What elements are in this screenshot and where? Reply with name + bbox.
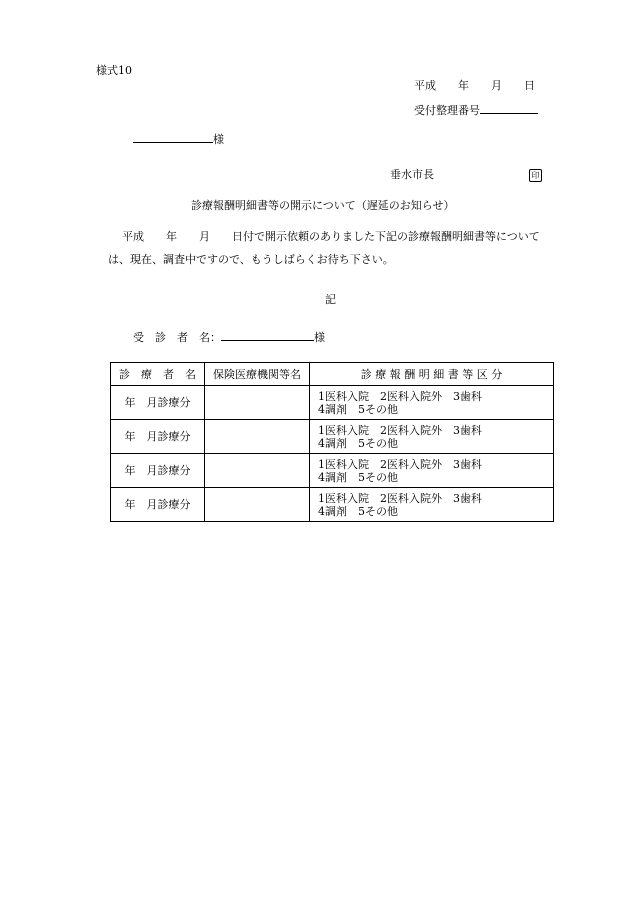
reception-number-blank (480, 102, 538, 114)
period-cell: 年 月診療分 (111, 420, 205, 454)
patient-label: 受 診 者 名： (133, 331, 221, 344)
institution-cell (205, 488, 310, 522)
category-cell (310, 386, 554, 420)
seal-icon: 印 (529, 169, 542, 182)
category-line-1: 1医科入院 2医科入院外 3歯科 (318, 423, 482, 437)
date-line: 平成 年 月 日 (414, 79, 535, 92)
header-practitioner: 診 療 者 名 (111, 363, 205, 386)
sender-name: 垂水市長 (390, 168, 434, 181)
institution-cell (205, 420, 310, 454)
patient-name-blank (221, 329, 314, 341)
category-cell (310, 454, 554, 488)
category-line-1: 1医科入院 2医科入院外 3歯科 (318, 389, 482, 403)
seal-mark (529, 168, 542, 182)
institution-cell (205, 454, 310, 488)
category-line-2: 4調剤 5その他 (318, 470, 398, 484)
form-number: 様式10 (96, 64, 132, 77)
table-row (111, 488, 554, 522)
header-category: 診 療 報 酬 明 細 書 等 区 分 (310, 363, 554, 386)
reception-number (414, 102, 538, 118)
category-cell (310, 488, 554, 522)
period-cell: 年 月診療分 (111, 386, 205, 420)
addressee-blank (133, 131, 213, 143)
addressee-suffix: 様 (213, 133, 224, 146)
table-row (111, 386, 554, 420)
category-line-2: 4調剤 5その他 (318, 436, 398, 450)
table-row (111, 454, 554, 488)
patient-suffix: 様 (314, 331, 325, 344)
body-line-1: 平成 年 月 日付で開示依頼のありました下記の診療報酬明細書等について (122, 230, 540, 243)
category-line-2: 4調剤 5その他 (318, 402, 398, 416)
document-title: 診療報酬明細書等の開示について（遅延のお知らせ） (191, 199, 455, 212)
ki-heading: 記 (325, 293, 336, 306)
institution-cell (205, 386, 310, 420)
addressee (133, 131, 224, 147)
header-institution: 保険医療機関等名 (205, 363, 310, 386)
body-line-2: は、現在、調査中ですので、もうしばらくお待ち下さい。 (108, 253, 394, 266)
disclosure-table (110, 362, 554, 522)
table-header-row (111, 363, 554, 386)
category-line-2: 4調剤 5その他 (318, 504, 398, 518)
table-row (111, 420, 554, 454)
reception-number-label: 受付整理番号 (414, 104, 480, 117)
category-line-1: 1医科入院 2医科入院外 3歯科 (318, 457, 482, 471)
period-cell: 年 月診療分 (111, 488, 205, 522)
category-cell (310, 420, 554, 454)
patient-name-line (133, 329, 325, 345)
period-cell: 年 月診療分 (111, 454, 205, 488)
category-line-1: 1医科入院 2医科入院外 3歯科 (318, 491, 482, 505)
